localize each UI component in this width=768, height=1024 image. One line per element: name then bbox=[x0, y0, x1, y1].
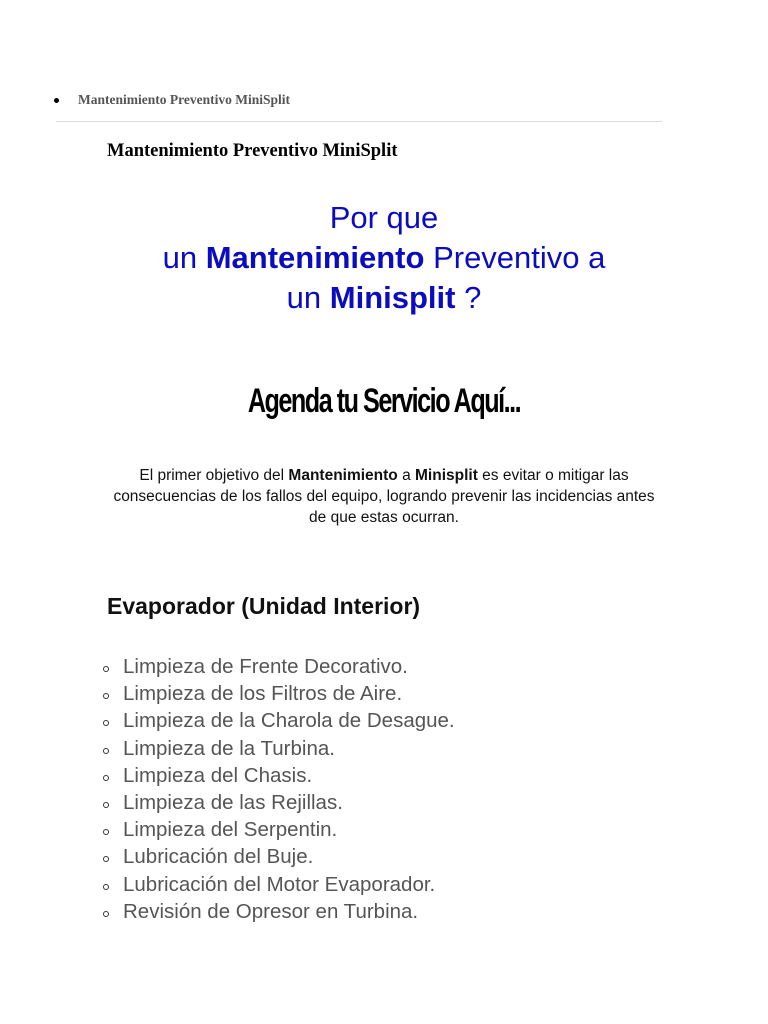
task-list bbox=[103, 655, 455, 927]
list-item bbox=[103, 764, 455, 791]
task-label: Limpieza del Serpentin. bbox=[123, 818, 338, 842]
task-label: Lubricación del Buje. bbox=[123, 845, 314, 869]
circle-bullet-icon bbox=[103, 720, 109, 726]
circle-bullet-icon bbox=[103, 802, 109, 808]
circle-bullet-icon bbox=[103, 829, 109, 835]
task-label: Limpieza de las Rejillas. bbox=[123, 790, 343, 814]
headline-line-2-post: Preventivo a bbox=[424, 240, 606, 275]
intro-part-2: a bbox=[397, 467, 416, 484]
list-item bbox=[103, 655, 455, 682]
list-item bbox=[103, 791, 455, 818]
task-label: Limpieza del Chasis. bbox=[123, 763, 313, 787]
intro-paragraph bbox=[104, 465, 664, 528]
intro-part-3: es evitar o mitigar las consecuencias de los fallos del equipo, logrando prevenir las incidencias antes de que estas ocurran. bbox=[113, 467, 655, 526]
headline-line-2-bold: Mantenimiento bbox=[205, 240, 425, 275]
page-title: Mantenimiento Preventivo MiniSplit bbox=[107, 141, 398, 161]
intro-bold-2: Minisplit bbox=[415, 467, 478, 484]
headline-line-3-bold: Minisplit bbox=[329, 280, 456, 315]
list-item bbox=[103, 709, 455, 736]
divider bbox=[56, 121, 662, 122]
schedule-service-link[interactable]: Agenda tu Servicio Aquí... bbox=[247, 382, 521, 420]
circle-bullet-icon bbox=[103, 775, 109, 781]
headline-line-3-post: ? bbox=[455, 280, 482, 315]
circle-bullet-icon bbox=[103, 856, 109, 862]
list-item bbox=[103, 737, 455, 764]
task-label: Revisión de Opresor en Turbina. bbox=[123, 899, 419, 923]
section-heading: Evaporador (Unidad Interior) bbox=[107, 593, 421, 619]
circle-bullet-icon bbox=[103, 666, 109, 672]
intro-part-1: El primer objetivo del bbox=[139, 467, 289, 484]
intro-bold-1: Mantenimiento bbox=[288, 467, 398, 484]
nav-list-item[interactable] bbox=[54, 92, 290, 108]
circle-bullet-icon bbox=[103, 693, 109, 699]
nav-item-link[interactable]: Mantenimiento Preventivo MiniSplit bbox=[78, 92, 290, 107]
headline-line-3-pre: un bbox=[286, 280, 330, 315]
list-item bbox=[103, 900, 455, 927]
circle-bullet-icon bbox=[103, 884, 109, 890]
headline-line-2-pre: un bbox=[162, 240, 206, 275]
task-label: Lubricación del Motor Evaporador. bbox=[123, 872, 436, 896]
circle-bullet-icon bbox=[103, 748, 109, 754]
circle-bullet-icon bbox=[103, 911, 109, 917]
task-label: Limpieza de Frente Decorativo. bbox=[123, 655, 408, 678]
task-label: Limpieza de los Filtros de Aire. bbox=[123, 682, 403, 706]
bullet-icon bbox=[54, 98, 59, 103]
headline-line-1: Por que bbox=[329, 200, 439, 235]
list-item bbox=[103, 818, 455, 845]
list-item bbox=[103, 845, 455, 872]
task-label: Limpieza de la Turbina. bbox=[123, 736, 335, 760]
list-item bbox=[103, 682, 455, 709]
task-label: Limpieza de la Charola de Desague. bbox=[123, 709, 455, 733]
headline bbox=[0, 198, 768, 318]
list-item bbox=[103, 873, 455, 900]
